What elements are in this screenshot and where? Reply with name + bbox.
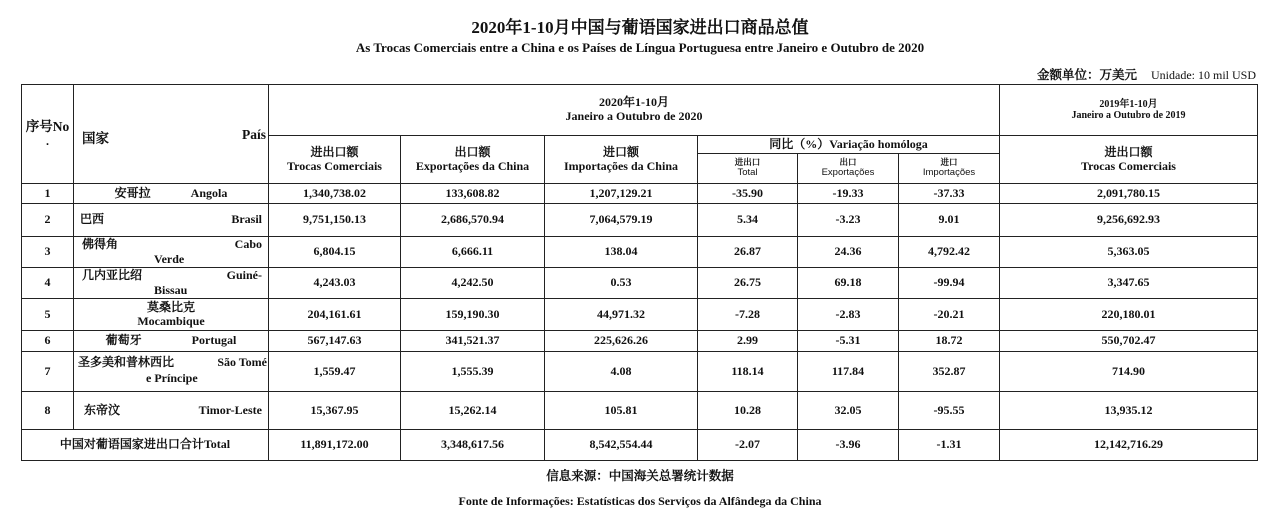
header-var-total: 进出口 Total <box>698 154 798 184</box>
country-cn: 莫桑比克 <box>146 299 195 314</box>
import-value: 4.08 <box>545 352 698 392</box>
unit-cn: 金额单位：万美元 <box>1036 68 1137 82</box>
unit-pt: Unidade: 10 mil USD <box>1151 68 1256 82</box>
trade-value: 6,804.15 <box>269 237 401 268</box>
country-pt: São Tomé <box>217 355 267 369</box>
row-no: 5 <box>22 299 74 331</box>
trade-value: 4,243.03 <box>269 268 401 299</box>
country-pt-line2: e Príncipe <box>146 371 198 385</box>
country-cell <box>74 184 269 204</box>
export-value: 341,521.37 <box>401 331 545 352</box>
trade-2019-value: 3,347.65 <box>1000 268 1258 299</box>
total-trade: 11,891,172.00 <box>269 430 401 461</box>
trade-table <box>21 84 1258 461</box>
import-value: 44,971.32 <box>545 299 698 331</box>
table-row <box>22 299 1258 331</box>
page-title-pt: As Trocas Comerciais entre a China e os Países de Língua Portuguesa entre Janeiro e Outubro de 2020 <box>355 40 925 55</box>
trade-2019-value: 2,091,780.15 <box>1000 184 1258 204</box>
export-value: 6,666.11 <box>401 237 545 268</box>
header-trade: 进出口额 Trocas Comerciais <box>269 136 401 184</box>
table-row <box>22 392 1258 430</box>
source-cn: 信息来源：中国海关总署统计数据 <box>546 469 734 483</box>
trade-2019-value: 550,702.47 <box>1000 331 1258 352</box>
trade-2019-value: 714.90 <box>1000 352 1258 392</box>
row-no: 3 <box>22 237 74 268</box>
export-value: 15,262.14 <box>401 392 545 430</box>
var-total-value: 2.99 <box>698 331 798 352</box>
export-value: 2,686,570.94 <box>401 204 545 237</box>
total-var-total: -2.07 <box>698 430 798 461</box>
country-pt: Mocambique <box>137 313 205 328</box>
export-value: 1,555.39 <box>401 352 545 392</box>
total-trade-2019: 12,142,716.29 <box>1000 430 1258 461</box>
header-variation: 同比（%）Variação homóloga <box>698 136 1000 154</box>
unit-label <box>1037 65 1256 83</box>
header-seq: 序号No . <box>22 85 74 184</box>
total-var-exports: -3.96 <box>798 430 899 461</box>
country-cell <box>74 331 269 352</box>
var-export-value: -2.83 <box>798 299 899 331</box>
country-pt: Brasil <box>231 212 262 227</box>
country-pt: Guiné- <box>226 268 262 282</box>
var-export-value: -3.23 <box>798 204 899 237</box>
total-exports: 3,348,617.56 <box>401 430 545 461</box>
var-total-value: 5.34 <box>698 204 798 237</box>
country-cn: 佛得角 <box>82 237 119 251</box>
country-cell <box>74 237 269 268</box>
trade-2019-value: 13,935.12 <box>1000 392 1258 430</box>
var-export-value: 117.84 <box>798 352 899 392</box>
var-import-value: 4,792.42 <box>899 237 1000 268</box>
import-value: 105.81 <box>545 392 698 430</box>
header-exports: 出口额 Exportações da China <box>401 136 545 184</box>
country-cell <box>74 204 269 237</box>
table-row <box>22 268 1258 299</box>
table-row <box>22 352 1258 392</box>
header-trade-2019: 进出口额 Trocas Comerciais <box>1000 136 1258 184</box>
page-title-cn: 2020年1-10月中国与葡语国家进出口商品总值 <box>471 18 809 37</box>
total-imports: 8,542,554.44 <box>545 430 698 461</box>
country-pt-line2: Bissau <box>154 283 188 297</box>
var-total-value: -35.90 <box>698 184 798 204</box>
header-period-2020: 2020年1-10月 Janeiro a Outubro de 2020 <box>269 85 1000 136</box>
country-pt: Cabo <box>234 237 262 251</box>
table-row <box>22 204 1258 237</box>
export-value: 4,242.50 <box>401 268 545 299</box>
country-cell <box>74 268 269 299</box>
var-export-value: 32.05 <box>798 392 899 430</box>
var-import-value: 352.87 <box>899 352 1000 392</box>
country-cn: 葡萄牙 <box>105 333 142 348</box>
country-pt: Timor-Leste <box>198 402 262 417</box>
table-row <box>22 237 1258 268</box>
country-cell <box>74 392 269 430</box>
row-no: 1 <box>22 184 74 204</box>
source-pt: Fonte de Informações: Estatísticas dos Serviços da Alfândega da China <box>458 494 822 508</box>
export-value: 133,608.82 <box>401 184 545 204</box>
var-total-value: -7.28 <box>698 299 798 331</box>
export-value: 159,190.30 <box>401 299 545 331</box>
var-export-value: -5.31 <box>798 331 899 352</box>
var-import-value: -95.55 <box>899 392 1000 430</box>
country-cell <box>74 352 269 392</box>
trade-2019-value: 220,180.01 <box>1000 299 1258 331</box>
country-cell <box>74 299 269 331</box>
header-country: 国家 País <box>74 85 269 184</box>
country-cn: 几内亚比绍 <box>82 268 143 282</box>
var-export-value: 69.18 <box>798 268 899 299</box>
trade-value: 1,340,738.02 <box>269 184 401 204</box>
var-export-value: 24.36 <box>798 237 899 268</box>
row-no: 7 <box>22 352 74 392</box>
country-cn: 巴西 <box>80 212 105 227</box>
var-import-value: 9.01 <box>899 204 1000 237</box>
row-no: 8 <box>22 392 74 430</box>
header-period-2019: 2019年1-10月 Janeiro a Outubro de 2019 <box>1000 85 1258 136</box>
table-row <box>22 184 1258 204</box>
var-import-value: -99.94 <box>899 268 1000 299</box>
import-value: 0.53 <box>545 268 698 299</box>
country-cn: 安哥拉 <box>114 185 151 200</box>
trade-value: 567,147.63 <box>269 331 401 352</box>
row-no: 2 <box>22 204 74 237</box>
var-total-value: 26.75 <box>698 268 798 299</box>
header-var-imports: 进口 Importações <box>899 154 1000 184</box>
trade-value: 1,559.47 <box>269 352 401 392</box>
import-value: 1,207,129.21 <box>545 184 698 204</box>
country-pt: Portugal <box>191 333 237 348</box>
trade-value: 9,751,150.13 <box>269 204 401 237</box>
country-cn: 东帝汶 <box>84 402 121 417</box>
row-no: 4 <box>22 268 74 299</box>
import-value: 225,626.26 <box>545 331 698 352</box>
var-import-value: -37.33 <box>899 184 1000 204</box>
var-import-value: 18.72 <box>899 331 1000 352</box>
import-value: 7,064,579.19 <box>545 204 698 237</box>
var-import-value: -20.21 <box>899 299 1000 331</box>
country-cn: 圣多美和普林西比 <box>78 355 175 369</box>
var-export-value: -19.33 <box>798 184 899 204</box>
row-no: 6 <box>22 331 74 352</box>
trade-2019-value: 9,256,692.93 <box>1000 204 1258 237</box>
header-var-exports: 出口 Exportações <box>798 154 899 184</box>
total-label: 中国对葡语国家进出口合计Total <box>22 430 269 461</box>
trade-value: 15,367.95 <box>269 392 401 430</box>
trade-2019-value: 5,363.05 <box>1000 237 1258 268</box>
var-total-value: 10.28 <box>698 392 798 430</box>
import-value: 138.04 <box>545 237 698 268</box>
total-row <box>22 430 1258 461</box>
var-total-value: 26.87 <box>698 237 798 268</box>
trade-value: 204,161.61 <box>269 299 401 331</box>
table-row <box>22 331 1258 352</box>
country-pt: Angola <box>190 185 228 200</box>
header-imports: 进口额 Importações da China <box>545 136 698 184</box>
total-var-imports: -1.31 <box>899 430 1000 461</box>
country-pt-line2: Verde <box>154 252 185 266</box>
var-total-value: 118.14 <box>698 352 798 392</box>
